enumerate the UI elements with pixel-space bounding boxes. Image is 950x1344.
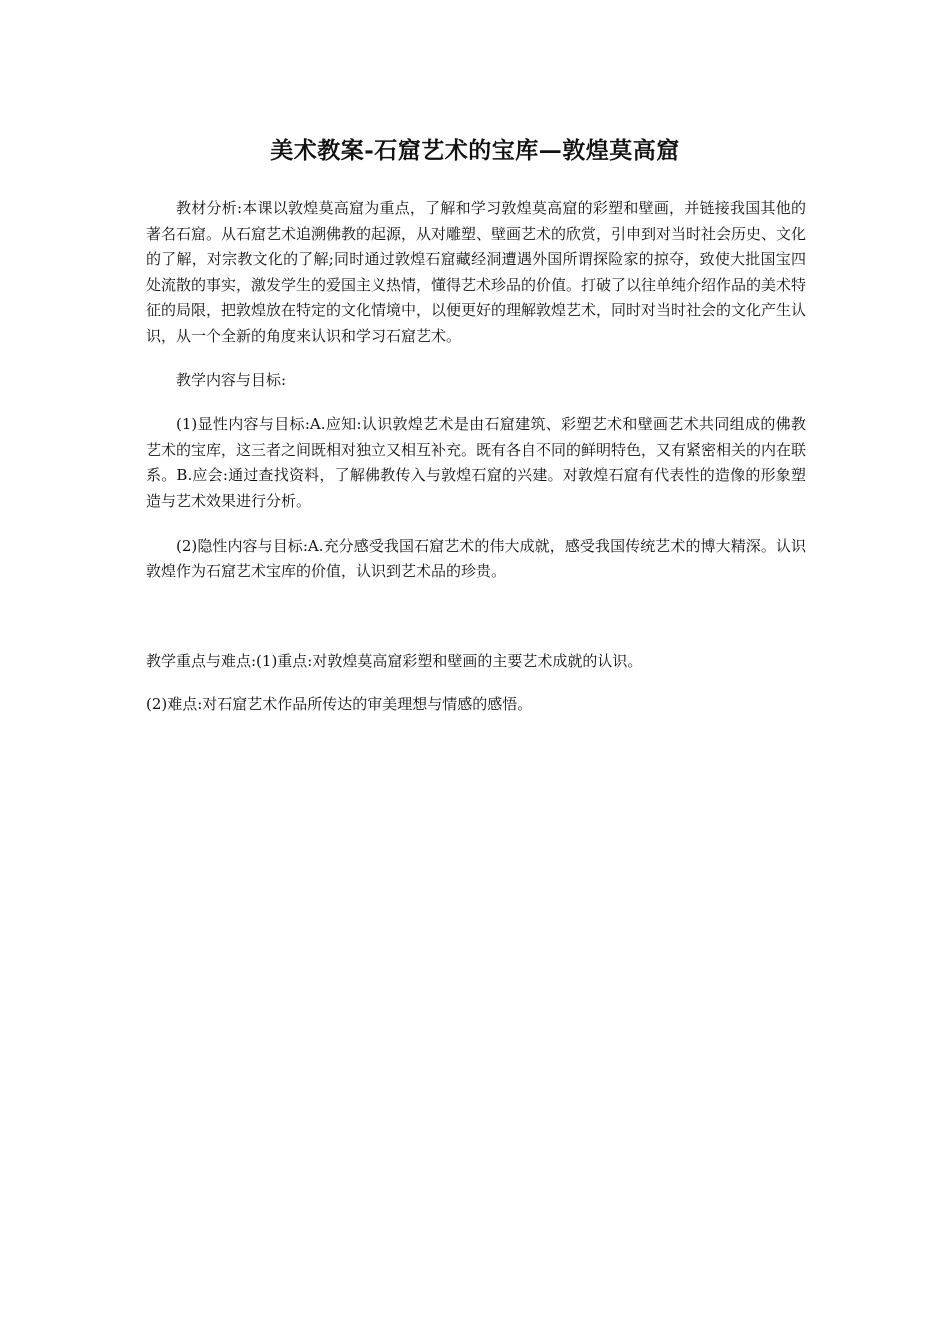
paragraph-explicit-goals: (1)显性内容与目标:A.应知:认识敦煌艺术是由石窟建筑、彩塑艺术和壁画艺术共同组成的佛教艺术的宝库，这三者之间既相对独立又相互补充。既有各自不同的鲜明特色，又有紧密相关的内在联系。B.应会:通过查找资料，了解佛教传入与敦煌石窟的兴建。对敦煌石窟有代表性的造像的形象塑造与艺术效果进行分析。 bbox=[146, 415, 807, 510]
document-body bbox=[146, 196, 806, 718]
document-title: 美术教案-石窟艺术的宝库—敦煌莫高窟 bbox=[270, 137, 680, 164]
paragraph-key-points: 教学重点与难点:(1)重点:对敦煌莫高窟彩塑和壁画的主要艺术成就的认识。 bbox=[146, 651, 643, 670]
paragraph-implicit-goals: (2)隐性内容与目标:A.充分感受我国石窟艺术的伟大成就，感受我国传统艺术的博大精深。认识敦煌作为石窟艺术宝库的价值，认识到艺术品的珍贵。 bbox=[146, 536, 806, 581]
paragraph-textbook-analysis: 教材分析:本课以敦煌莫高窟为重点，了解和学习敦煌莫高窟的彩塑和壁画，并链接我国其他的著名石窟。从石窟艺术追溯佛教的起源，从对雕塑、壁画艺术的欣赏，引申到对当时社会历史、文化的了解，对宗教文化的了解;同时通过敦煌石窟藏经洞遭遇外国所谓探险家的掠夺，致使大批国宝四处流散的事实，激发学生的爱国主义热情，懂得艺术珍品的价值。打破了以往单纯介绍作品的美术特征的局限，把敦煌放在特定的文化情境中，以便更好的理解敦煌艺术，同时对当时社会的文化产生认识，从一个全新的角度来认识和学习石窟艺术。 bbox=[146, 199, 807, 345]
paragraph-difficulties: (2)难点:对石窟艺术作品所传达的审美理想与情感的感悟。 bbox=[146, 695, 533, 714]
paragraph-content-goals-heading: 教学内容与目标: bbox=[176, 370, 287, 389]
